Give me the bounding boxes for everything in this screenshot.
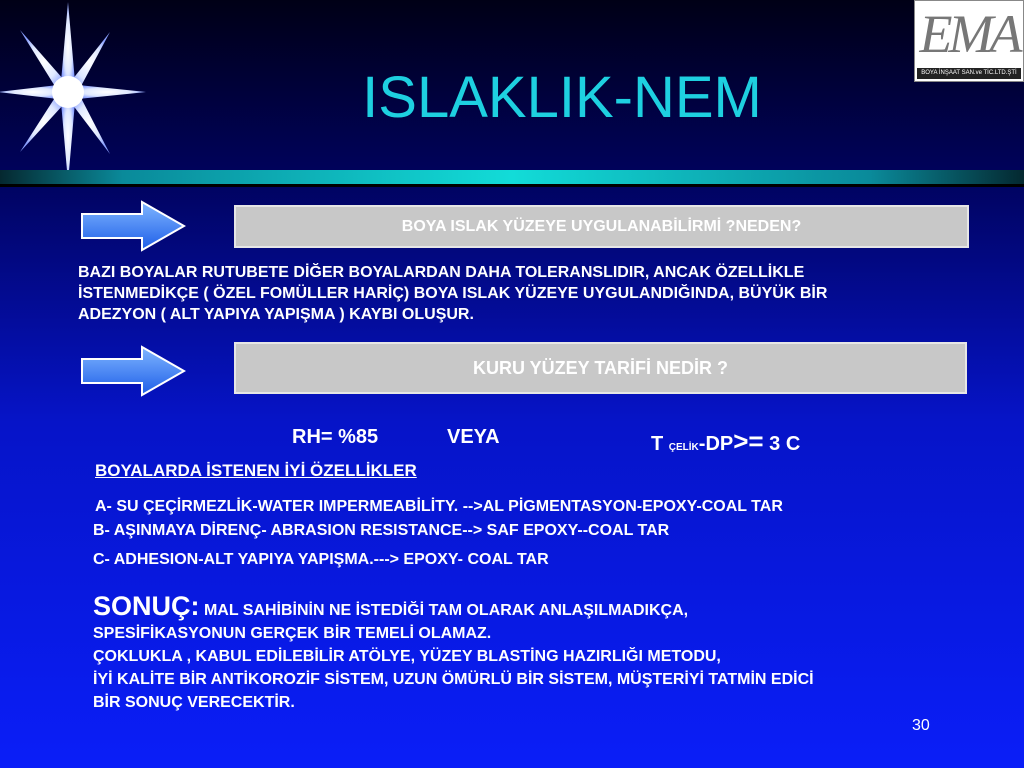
arrow-right-icon [80, 345, 186, 397]
starburst-icon [0, 0, 160, 190]
rh-condition [292, 426, 378, 449]
logo-mark: EMA [919, 4, 1019, 64]
property-item: C- ADHESION-ALT YAPIYA YAPIŞMA.---> EPOXY- COAL TAR [93, 551, 549, 568]
conclusion [93, 591, 814, 714]
question-box-2: KURU YÜZEY TARİFİ NEDİR ? [234, 342, 967, 394]
answer-line: BAZI BOYALAR RUTUBETE DİĞER BOYALARDAN DAHA TOLERANSLIDIR, ANCAK ÖZELLİKLE [78, 264, 805, 281]
title-divider [0, 170, 1024, 184]
title-divider-shadow [0, 184, 1024, 187]
arrow-right-icon [80, 200, 186, 252]
rh-label: RH= [292, 426, 333, 448]
operator: >= [733, 426, 764, 456]
threshold-value: 3 C [769, 433, 801, 455]
or-label: VEYA [447, 426, 500, 448]
answer-paragraph [78, 262, 827, 325]
question-box-1: BOYA ISLAK YÜZEYE UYGULANABİLİRMİ ?NEDEN? [234, 205, 969, 248]
company-logo [914, 0, 1024, 82]
rh-value: %85 [338, 426, 379, 448]
property-item: A- SU ÇEÇİRMEZLİK-WATER IMPERMEABİLİTY. -->AL PİGMENTASYON-EPOXY-COAL TAR [95, 498, 783, 515]
conclusion-line: İYİ KALİTE BİR ANTİKOROZİF SİSTEM, UZUN ÖMÜRLÜ BİR SİSTEM, MÜŞTERİYİ TATMİN EDİCİ [93, 671, 814, 688]
dp-label: -DP [698, 433, 734, 455]
t-subscript: ÇELİK [668, 442, 699, 453]
answer-line: ADEZYON ( ALT YAPIYA YAPIŞMA ) KAYBI OLUŞUR. [78, 306, 474, 323]
page-number: 30 [912, 717, 930, 734]
properties-heading: BOYALARDA İSTENEN İYİ ÖZELLİKLER [95, 461, 417, 480]
conclusion-label: SONUÇ: [93, 591, 200, 621]
conclusion-line: BİR SONUÇ VERECEKTİR. [93, 694, 295, 711]
logo-subtitle: BOYA İNŞAAT SAN.ve TİC.LTD.ŞTİ [917, 68, 1021, 79]
answer-line: İSTENMEDİKÇE ( ÖZEL FOMÜLLER HARİÇ) BOYA ISLAK YÜZEYE UYGULANDIĞINDA, BÜYÜK BİR [78, 285, 828, 302]
conclusion-line: SPESİFİKASYONUN GERÇEK BİR TEMELİ OLAMAZ. [93, 625, 492, 642]
t-label: T [651, 433, 664, 455]
property-item: B- AŞINMAYA DİRENÇ- ABRASION RESISTANCE--> SAF EPOXY--COAL TAR [93, 522, 670, 539]
conclusion-line: ÇOKLUKLA , KABUL EDİLEBİLİR ATÖLYE, YÜZEY BLASTİNG HAZIRLIĞI METODU, [93, 648, 721, 665]
slide-title: ISLAKLIK-NEM [362, 65, 762, 130]
conclusion-line: MAL SAHİBİNİN NE İSTEDİĞİ TAM OLARAK ANLAŞILMADIKÇA, [203, 602, 689, 619]
temperature-condition [651, 426, 800, 457]
